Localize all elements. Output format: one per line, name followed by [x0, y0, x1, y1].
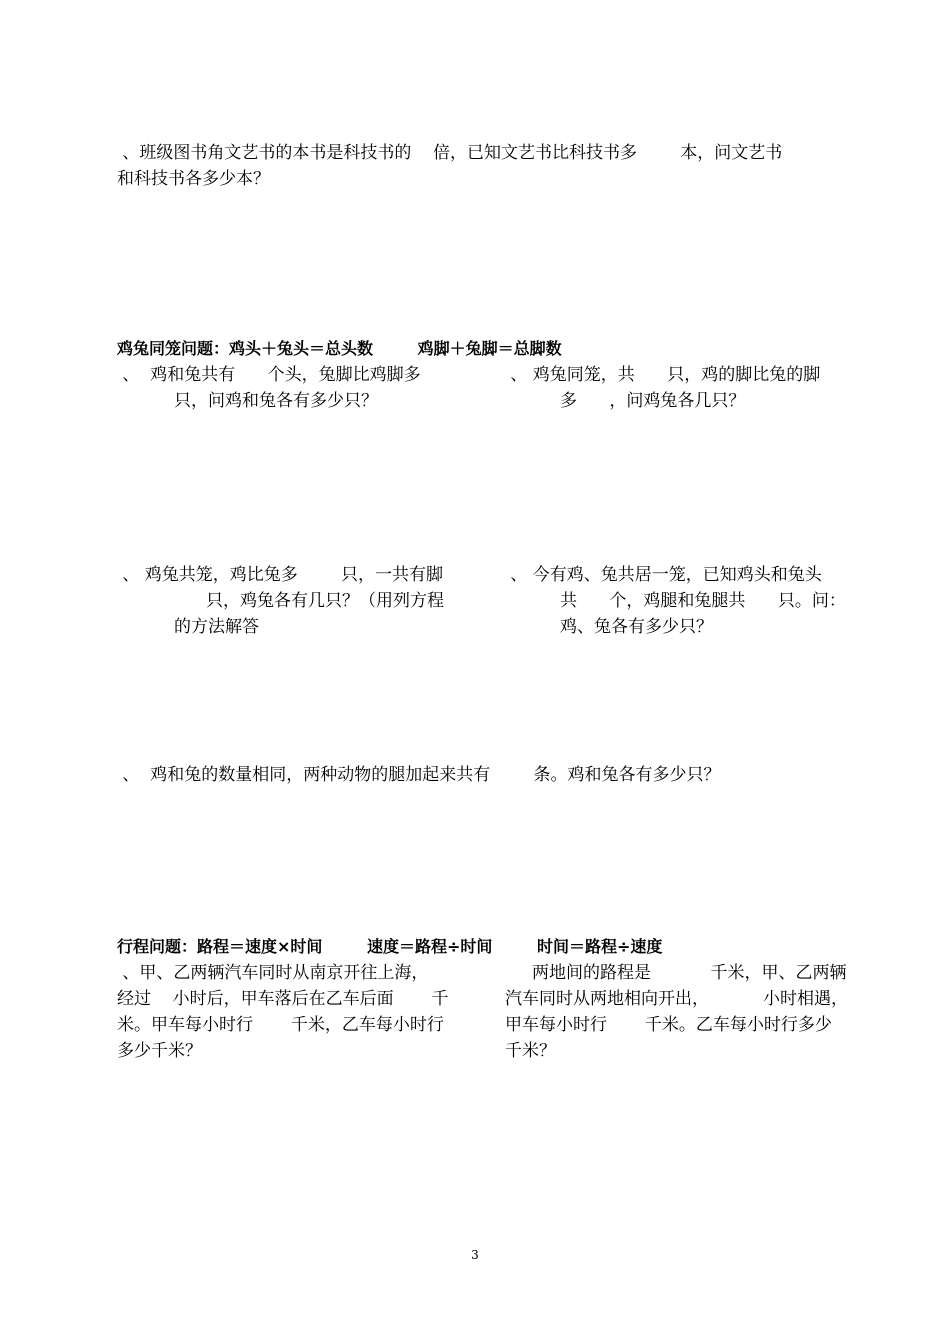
cr1-line2: 只，问鸡和兔各有多少只？ — [174, 391, 378, 411]
q1-line2: 和科技书各多少本？ — [117, 169, 270, 189]
cr4-line3: 鸡、兔各有多少只？ — [560, 617, 713, 637]
cr4-line2: 共 个，鸡腿和兔腿共 只。问： — [560, 591, 846, 611]
cr5-line1: 、 鸡和兔的数量相同，两种动物的腿加起来共有 条。鸡和兔各有多少只？ — [117, 765, 721, 785]
travel-heading: 行程问题：路程＝速度×时间 速度＝路程÷时间 时间＝路程÷速度 — [117, 937, 663, 956]
cr2-line1: 、 鸡兔同笼，共 只，鸡的脚比兔的脚 — [505, 365, 821, 385]
cr4-line1: 、 今有鸡、兔共居一笼，已知鸡头和兔头 — [505, 565, 822, 585]
cr3-line3: 的方法解答 — [174, 617, 259, 637]
tr2-line3: 甲车每小时行 千米。乙车每小时行多少 — [505, 1015, 832, 1035]
tr1-line2: 经过 小时后，甲车落后在乙车后面 千 — [117, 989, 449, 1009]
tr2-line4: 千米？ — [505, 1041, 556, 1061]
page-number: 3 — [471, 1248, 479, 1262]
tr1-line1: 、甲、乙两辆汽车同时从南京开往上海， — [117, 963, 429, 983]
tr2-line1: 两地间的路程是 千米，甲、乙两辆 — [505, 963, 847, 983]
cr1-line1: 、 鸡和兔共有 个头，兔脚比鸡脚多 — [117, 365, 421, 385]
cr3-line1: 、 鸡兔共笼，鸡比兔多 只，一共有脚 — [117, 565, 444, 585]
tr1-line3: 米。甲车每小时行 千米，乙车每小时行 — [117, 1015, 444, 1035]
cr3-line2: 只，鸡兔各有几只？（用列方程 — [206, 591, 444, 611]
tr2-line2: 汽车同时从两地相向开出， 小时相遇， — [505, 989, 849, 1009]
q1-line1: 、班级图书角文艺书的本书是科技书的 倍，已知文艺书比科技书多 本，问文艺书 — [117, 143, 783, 163]
cr2-line2: 多 ，问鸡兔各几只？ — [560, 391, 746, 411]
chicken-rabbit-heading: 鸡兔同笼问题：鸡头＋兔头＝总头数 鸡脚＋兔脚＝总脚数 — [117, 339, 562, 358]
tr1-line4: 多少千米？ — [117, 1041, 202, 1061]
